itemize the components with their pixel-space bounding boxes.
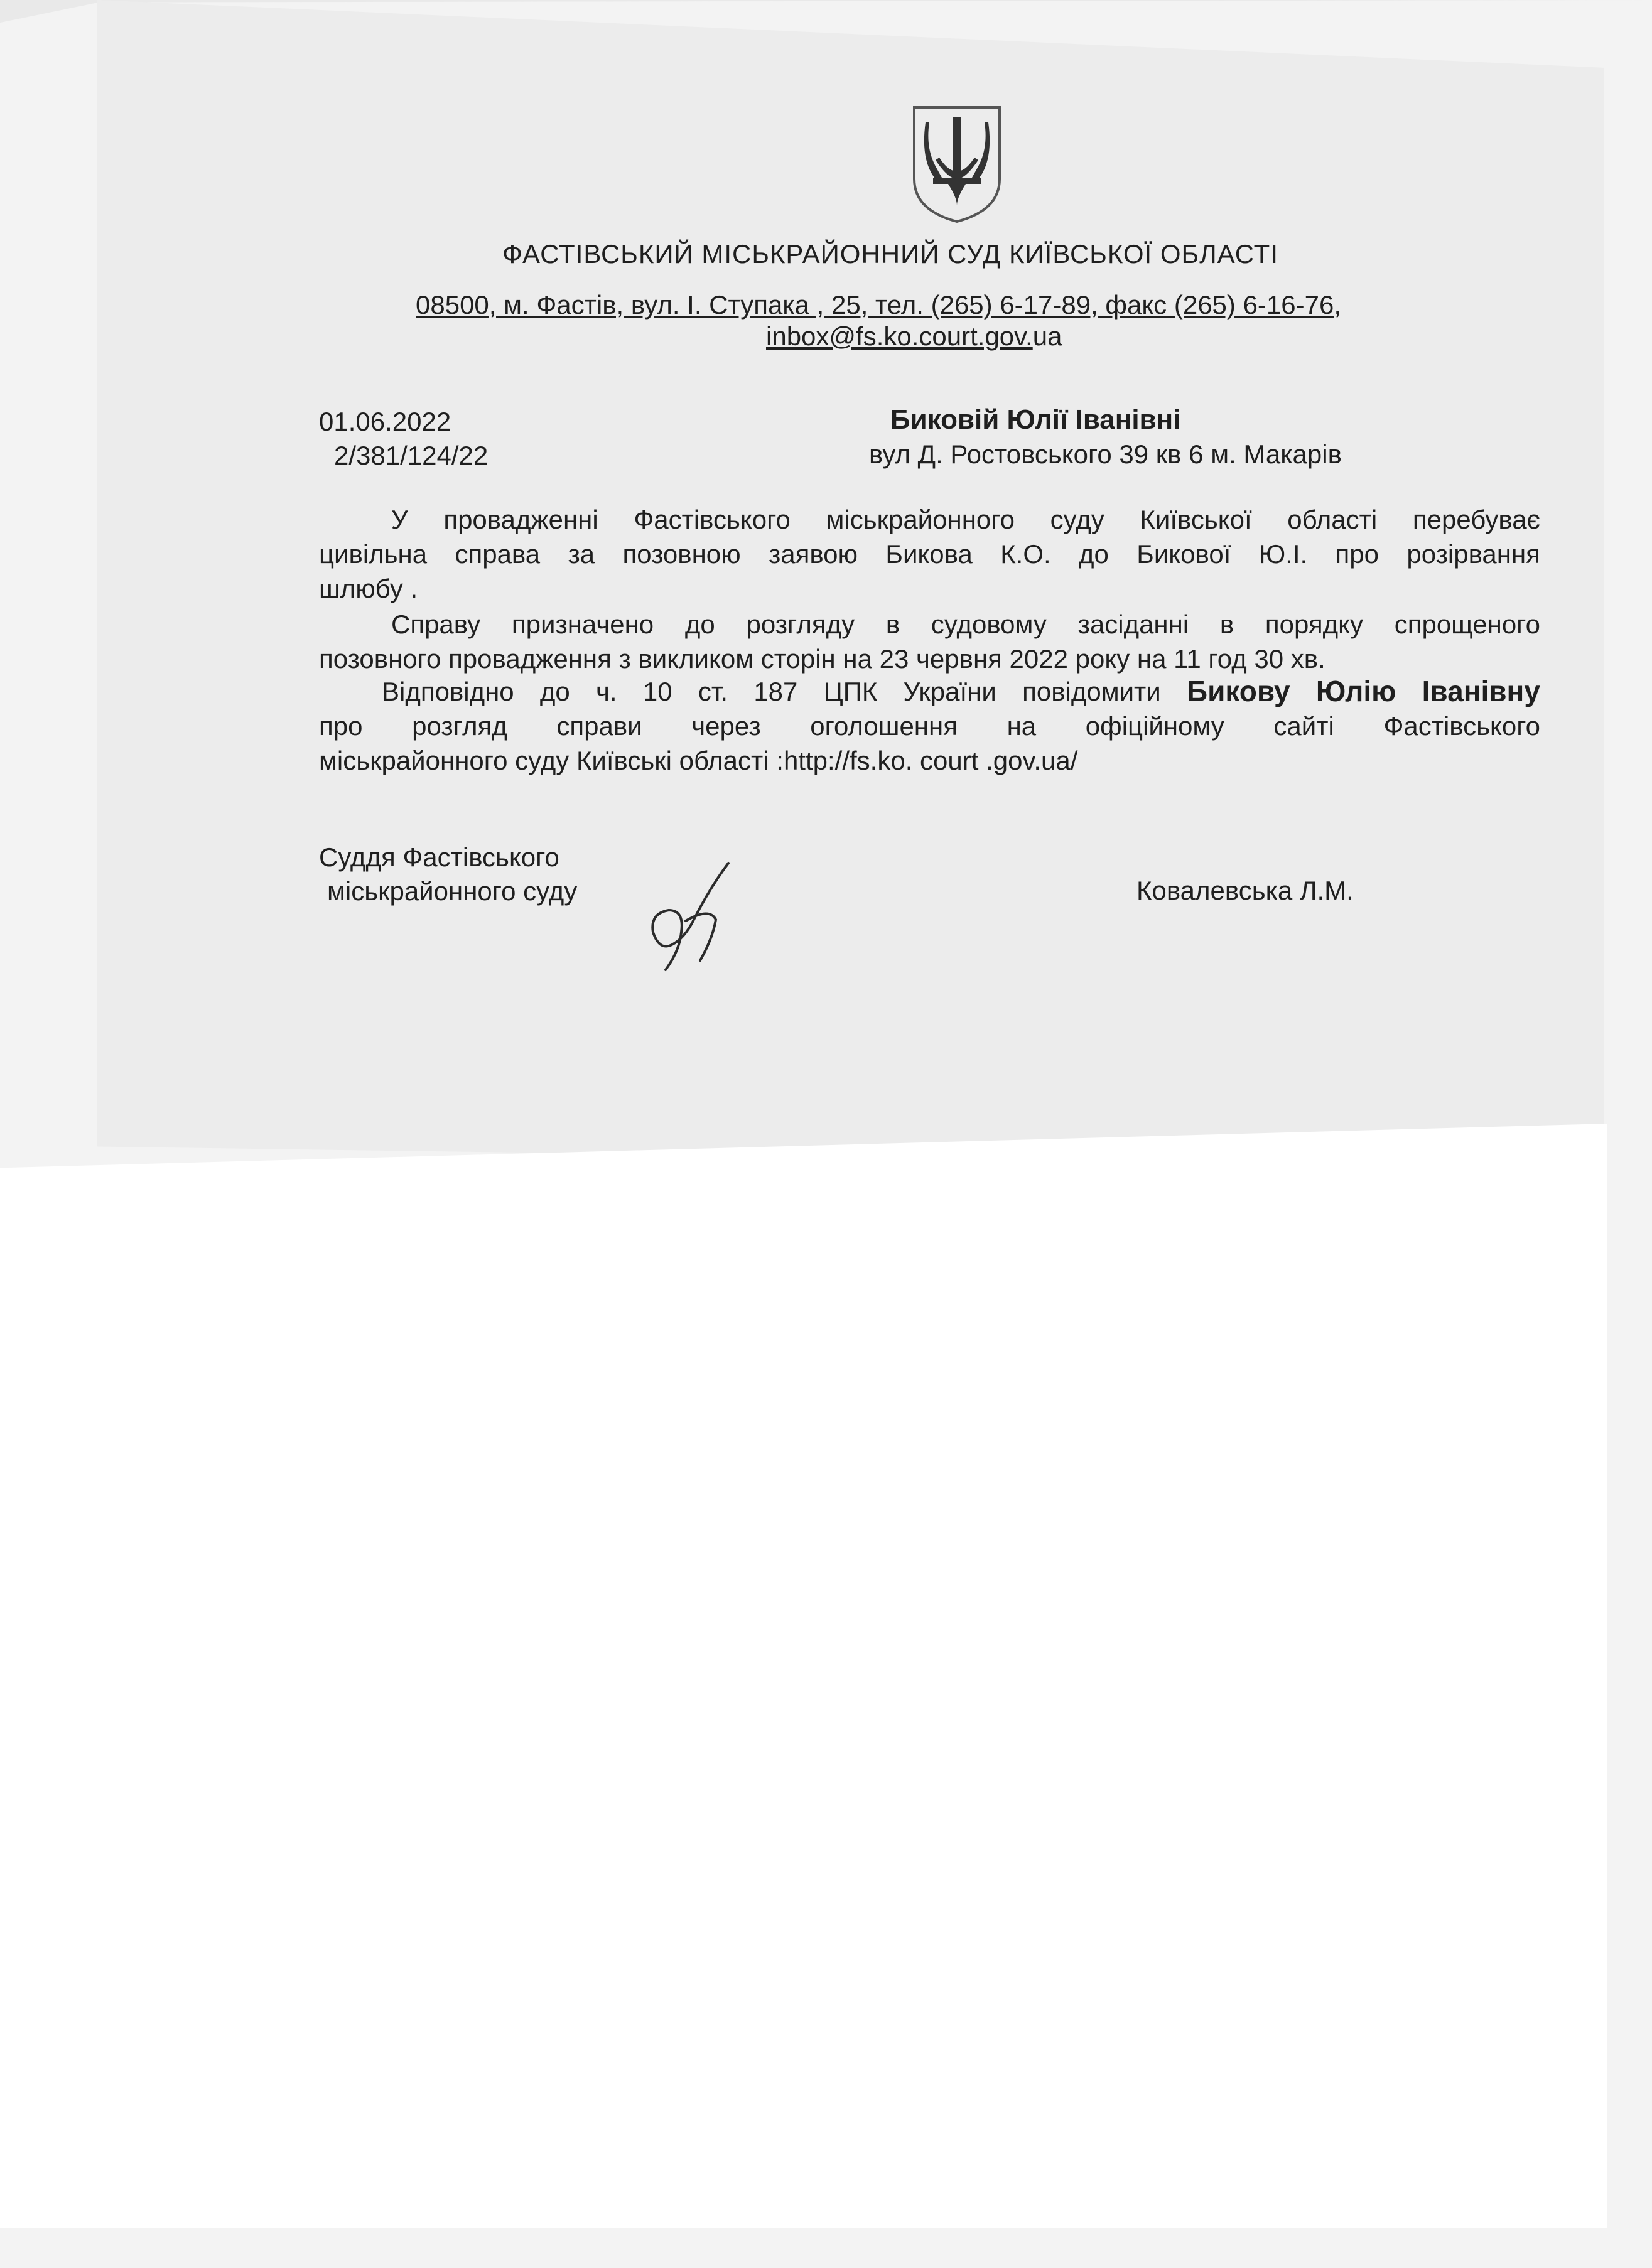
paragraph-notice: [319, 674, 1540, 778]
word: Бикової: [1136, 539, 1231, 569]
word: повідомити: [1022, 677, 1161, 706]
word: Відповідно: [382, 677, 514, 706]
word: Київської: [1140, 505, 1252, 534]
paragraph-proceedings: [319, 502, 1540, 606]
handwritten-signature-icon: [634, 851, 747, 976]
word: судовому: [931, 610, 1047, 639]
word: цивільна: [319, 539, 428, 569]
word: ЦПК: [823, 677, 878, 706]
word-bold: Бикову: [1187, 675, 1290, 707]
word: спрощеного: [1394, 610, 1540, 639]
paragraph-line: [319, 709, 1540, 743]
word-bold: Юлію: [1315, 675, 1396, 707]
word: ч.: [596, 677, 617, 706]
word: заявою: [768, 539, 858, 569]
word: провадженні: [443, 505, 598, 534]
word: 187: [753, 677, 798, 706]
word: ст.: [698, 677, 728, 706]
paragraph-hearing: [319, 607, 1540, 676]
word: розірвання: [1406, 539, 1540, 569]
judge-name: Ковалевська Л.М.: [1136, 876, 1354, 905]
judge-title-line1: Суддя Фастівського: [319, 842, 559, 872]
word: Ю.І.: [1258, 539, 1308, 569]
word: через: [691, 711, 761, 741]
word: позовною: [622, 539, 741, 569]
court-address: 08500, м. Фастів, вул. І. Ступака , 25, тел. (265) 6-17-89, факс (265) 6-16-76,: [416, 290, 1341, 320]
word: оголошення: [810, 711, 958, 741]
word: України: [903, 677, 996, 706]
recipient-name: Биковій Юлії Іванівні: [890, 404, 1181, 435]
word: в: [1219, 610, 1234, 639]
recipient-address: вул Д. Ростовського 39 кв 6 м. Макарів: [869, 439, 1342, 469]
word: порядку: [1265, 610, 1363, 639]
word: про: [1335, 539, 1379, 569]
letter-date: 01.06.2022: [319, 407, 451, 436]
word: 10: [642, 677, 672, 706]
word: про: [319, 711, 363, 741]
word: в: [885, 610, 900, 639]
word: Справу: [391, 610, 481, 639]
word: К.О.: [1000, 539, 1051, 569]
paragraph-line: [319, 674, 1540, 709]
paragraph-line: позовного провадження з викликом сторін на 23 червня 2022 року на 11 год 30 хв.: [319, 644, 1325, 674]
paragraph-line: шлюбу .: [319, 574, 418, 603]
word: міськрайонного: [826, 505, 1015, 534]
word: до: [539, 677, 570, 706]
word: суду: [1050, 505, 1104, 534]
word: Фастівського: [1383, 711, 1540, 741]
word: У: [391, 505, 408, 534]
word: перебуває: [1412, 505, 1540, 534]
word: Бикова: [885, 539, 973, 569]
court-email-link[interactable]: inbox@fs.ko.court.gov.: [766, 321, 1033, 351]
word: розгляду: [746, 610, 855, 639]
word: Фастівського: [634, 505, 791, 534]
word: призначено: [511, 610, 654, 639]
word: справи: [556, 711, 642, 741]
word: за: [568, 539, 595, 569]
blank-paper-area: [0, 1124, 1607, 2228]
court-email-tail: ua: [1032, 321, 1062, 351]
word: справа: [455, 539, 541, 569]
word: сайті: [1273, 711, 1334, 741]
word: на: [1007, 711, 1037, 741]
word: засіданні: [1077, 610, 1189, 639]
word: офіційному: [1085, 711, 1224, 741]
paragraph-line: [319, 607, 1540, 642]
word: до: [684, 610, 715, 639]
court-email: [766, 323, 1062, 350]
paragraph-line: міськрайонного суду Київські області :http://fs.ko. court .gov.ua/: [319, 746, 1078, 775]
court-name: ФАСТІВСЬКИЙ МІСЬКРАЙОННИЙ СУД КИЇВСЬКОЇ ОБЛАСТІ: [502, 239, 1279, 269]
word-bold: Іванівну: [1422, 675, 1540, 707]
judge-title-line2: міськрайонного суду: [327, 876, 578, 906]
word: розгляд: [412, 711, 507, 741]
case-number: 2/381/124/22: [334, 441, 489, 470]
paragraph-line: [319, 537, 1540, 571]
trident-emblem-icon: [910, 104, 1003, 224]
paragraph-line: [319, 502, 1540, 537]
word: області: [1287, 505, 1378, 534]
word: до: [1079, 539, 1109, 569]
